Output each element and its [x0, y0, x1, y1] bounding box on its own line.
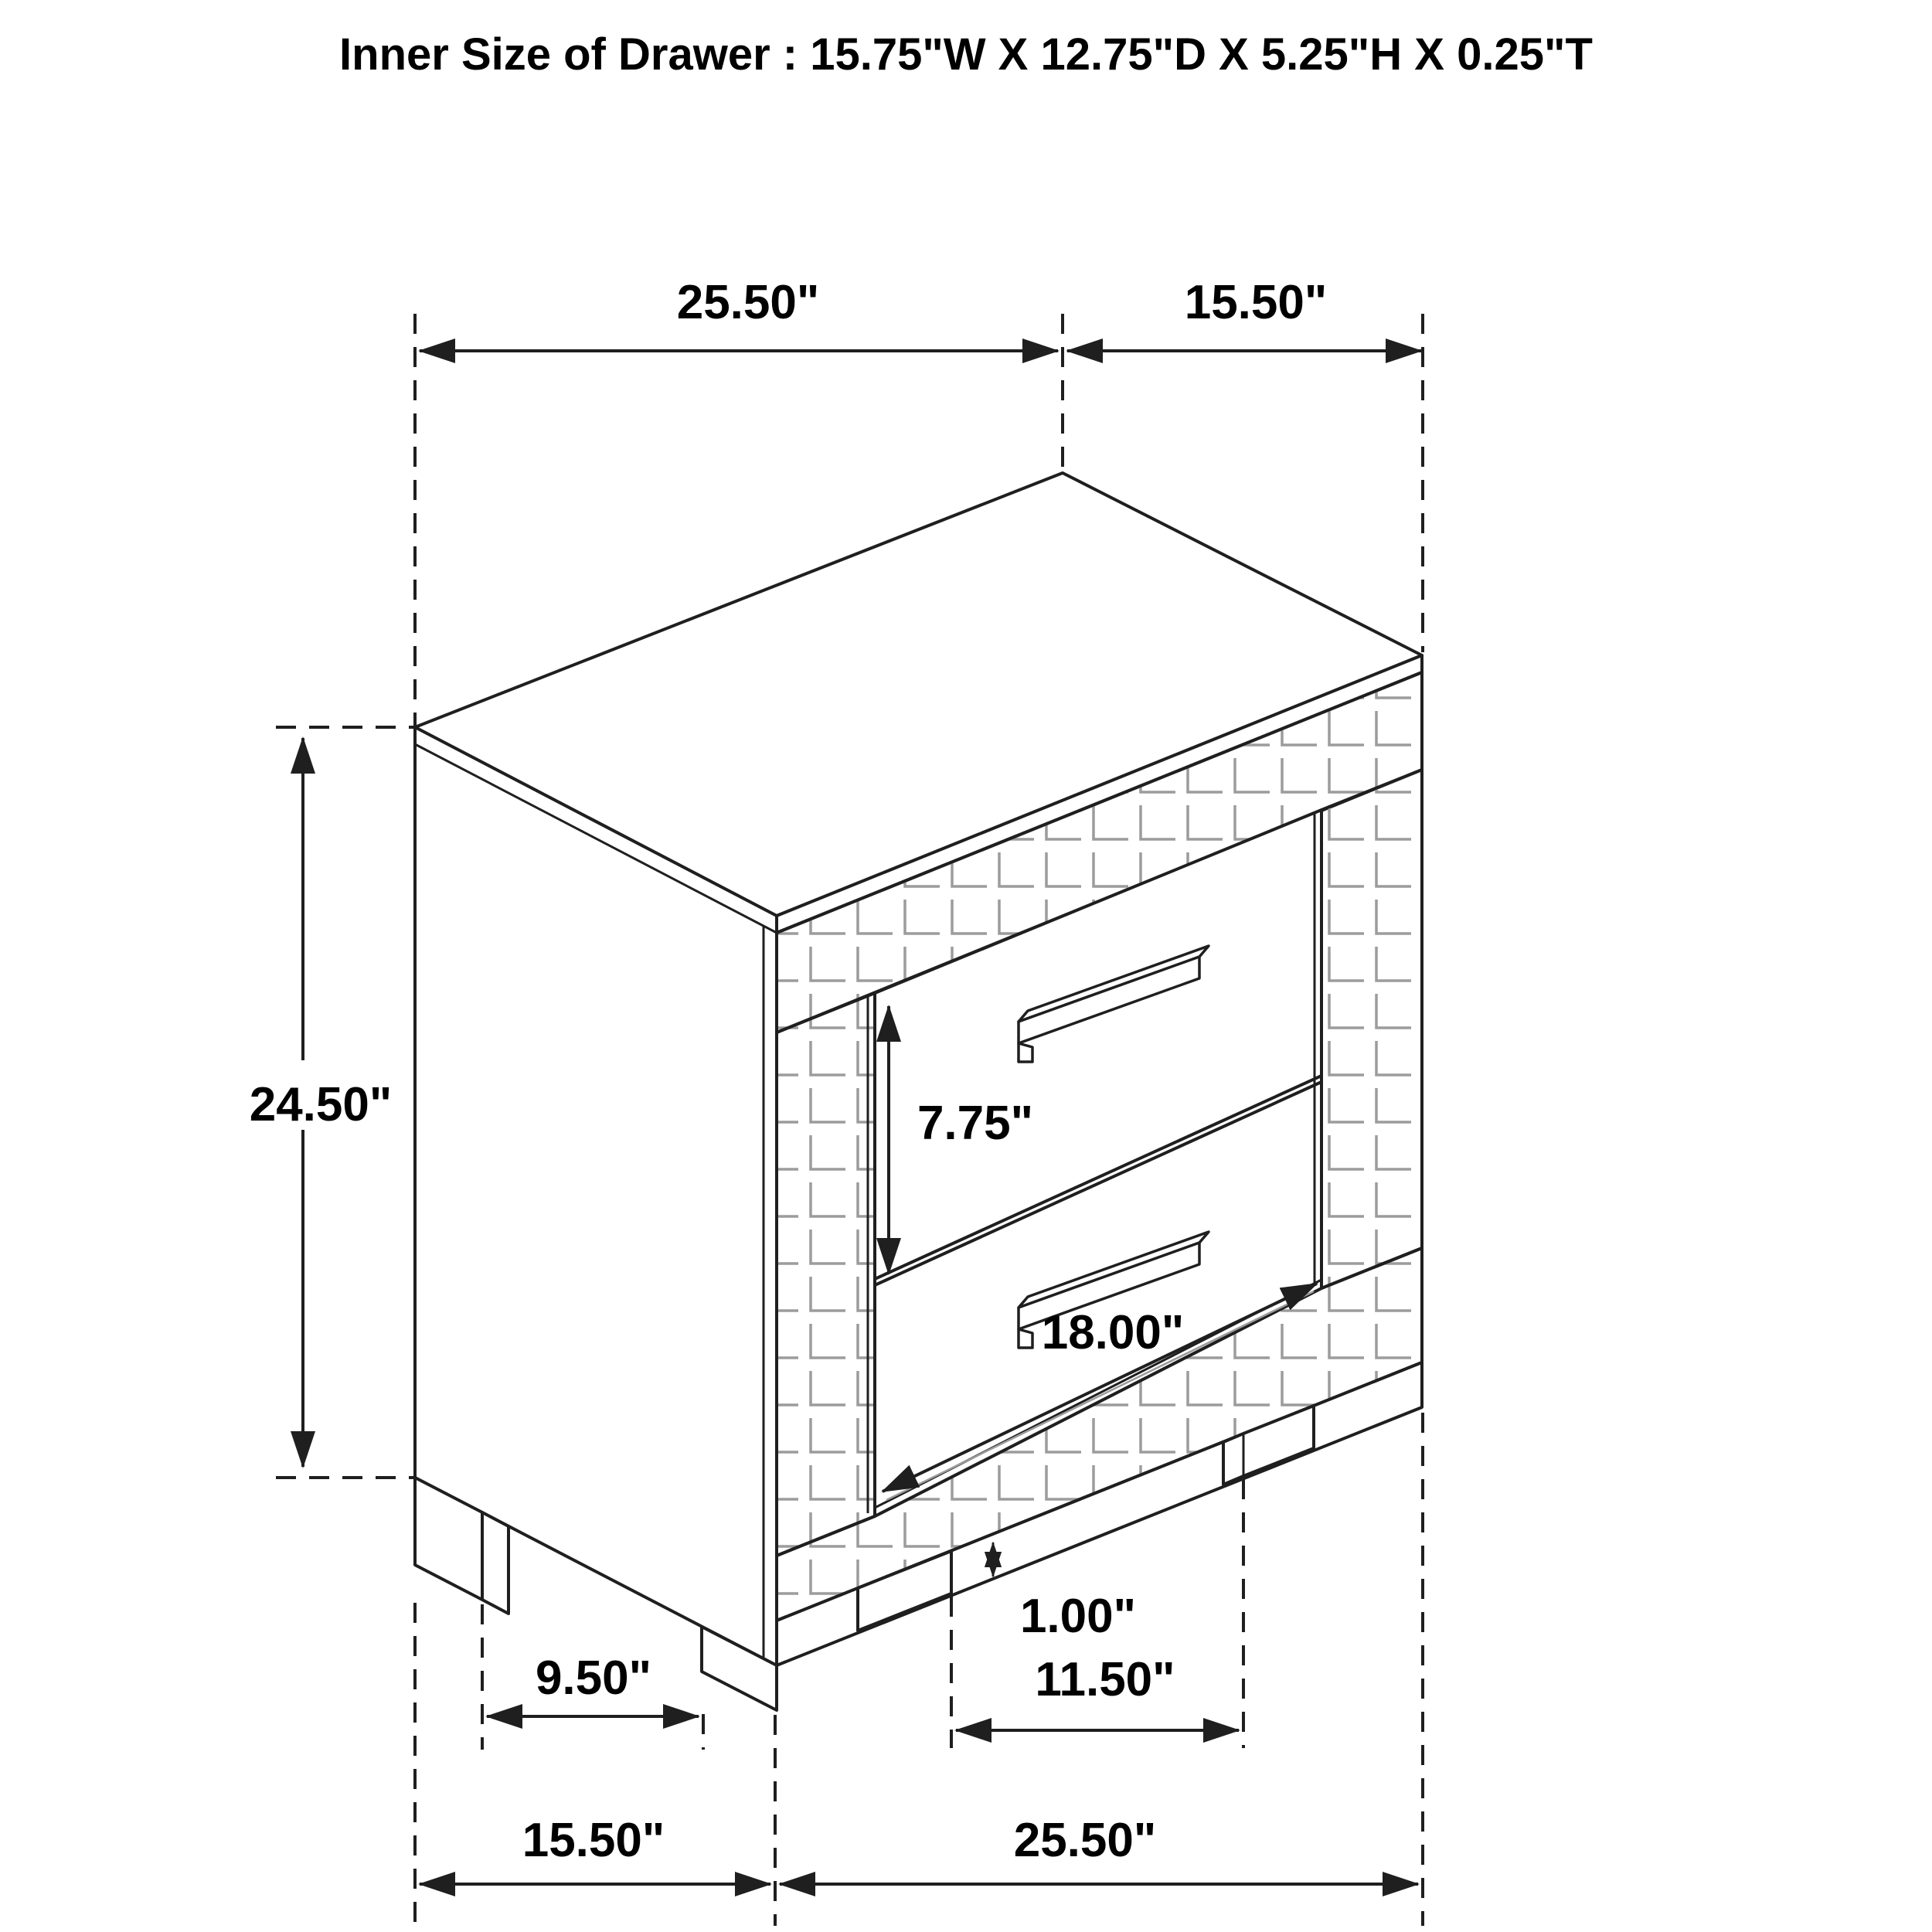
waffle-right-band: [1321, 770, 1422, 1288]
cabinet-drawing: [415, 473, 1422, 1710]
dim-label-drawer-opening-height: 7.75": [917, 1097, 1034, 1150]
waffle-left-band: [777, 993, 875, 1556]
dim-label-base-height: 1.00": [1019, 1590, 1137, 1643]
dim-label-bottom-depth: 15.50": [522, 1814, 665, 1867]
dim-overall-height: [250, 738, 393, 1467]
dim-top-depth: [1067, 276, 1421, 351]
dim-bottom-depth: [420, 1814, 770, 1884]
rear-side-leg-inner: [482, 1512, 509, 1614]
dim-label-overall-height: 24.50": [249, 1078, 393, 1131]
dim-label-top-width: 25.50": [676, 276, 820, 329]
dim-label-front-leg-spacing: 11.50": [1035, 1653, 1175, 1706]
dim-label-bottom-width: 25.50": [1013, 1814, 1157, 1867]
page-title: Inner Size of Drawer : 15.75"W X 12.75"D X 5.25"H X 0.25"T: [339, 29, 1593, 80]
dim-label-drawer-width: 18.00": [1041, 1306, 1185, 1359]
dim-bottom-width: [780, 1814, 1418, 1884]
dim-label-top-depth: 15.50": [1184, 276, 1328, 329]
dim-label-side-leg-spacing: 9.50": [535, 1651, 652, 1705]
dim-side-leg-spacing: [487, 1651, 699, 1716]
dim-front-leg-spacing: [956, 1653, 1239, 1730]
dim-top-width: [420, 276, 1058, 351]
